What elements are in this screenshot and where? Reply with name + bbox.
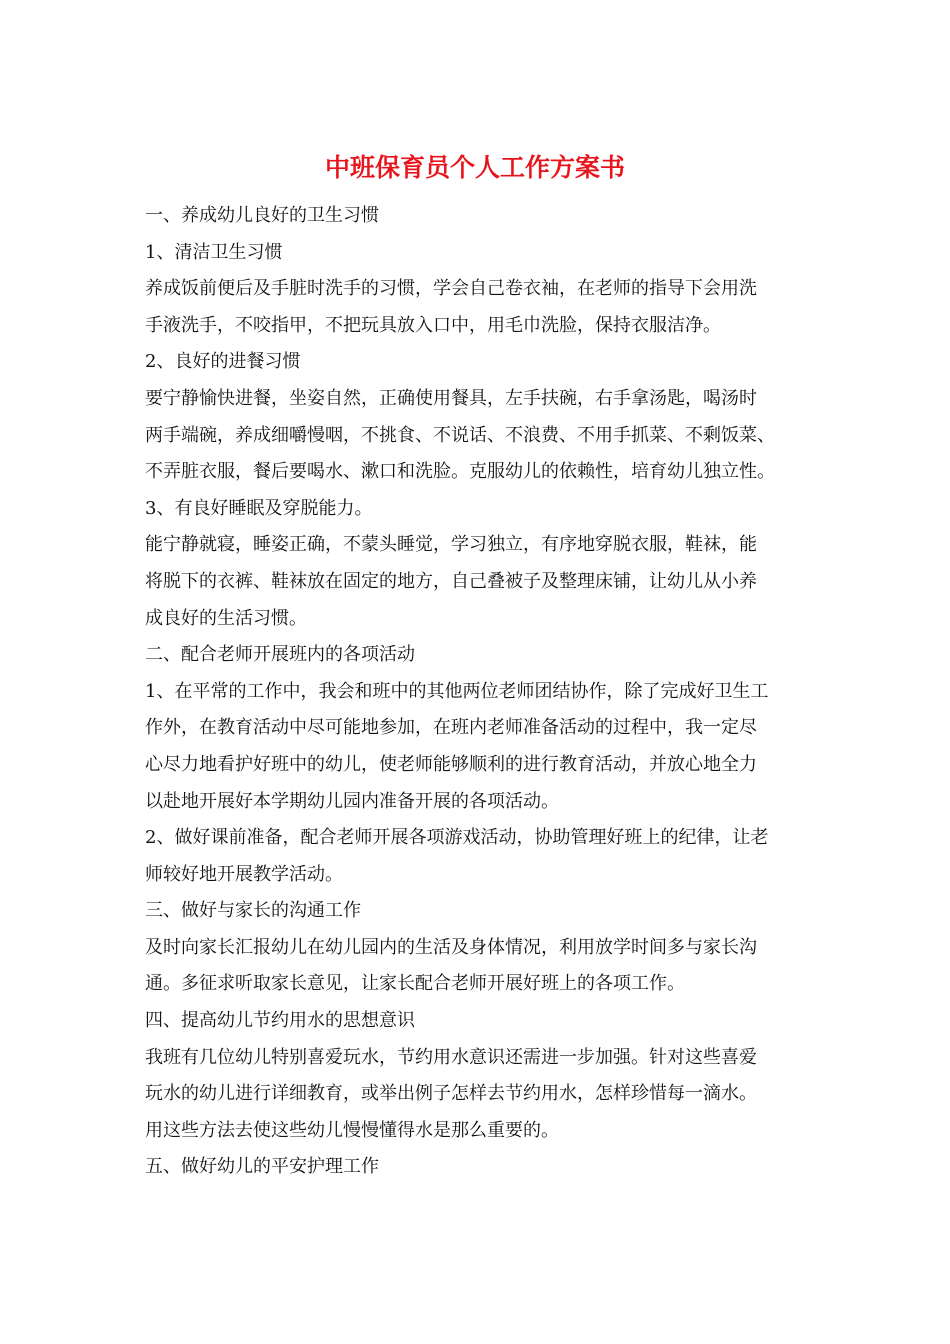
document-body <box>145 198 813 1186</box>
text-line: 3、有良好睡眠及穿脱能力。 <box>145 497 373 519</box>
text-line: 五、做好幼儿的平安护理工作 <box>145 1156 379 1178</box>
text-line: 1、在平常的工作中，我会和班中的其他两位老师团结协作，除了完成好卫生工 <box>145 680 769 702</box>
text-line: 及时向家长汇报幼儿在幼儿园内的生活及身体情况，利用放学时间多与家长沟 <box>145 936 757 958</box>
text-line: 2、做好课前准备，配合老师开展各项游戏活动，协助管理好班上的纪律，让老 <box>145 827 769 849</box>
text-line: 将脱下的衣裤、鞋袜放在固定的地方，自己叠被子及整理床铺，让幼儿从小养 <box>145 570 757 592</box>
text-line: 三、做好与家长的沟通工作 <box>145 900 361 922</box>
text-line: 玩水的幼儿进行详细教育，或举出例子怎样去节约用水，怎样珍惜每一滴水。 <box>145 1083 757 1105</box>
text-line: 两手端碗，养成细嚼慢咽，不挑食、不说话、不浪费、不用手抓菜、不剩饭菜、 <box>145 424 775 446</box>
text-line: 二、配合老师开展班内的各项活动 <box>145 644 415 666</box>
text-line: 能宁静就寝，睡姿正确，不蒙头睡觉，学习独立，有序地穿脱衣服，鞋袜，能 <box>145 534 757 556</box>
text-line: 要宁静愉快进餐，坐姿自然，正确使用餐具，左手扶碗，右手拿汤匙，喝汤时 <box>145 387 757 409</box>
document-title: 中班保育员个人工作方案书 <box>324 153 625 182</box>
text-line: 师较好地开展教学活动。 <box>145 863 343 885</box>
text-line: 一、养成幼儿良好的卫生习惯 <box>145 205 379 226</box>
text-line: 手液洗手，不咬指甲，不把玩具放入口中，用毛巾洗脸，保持衣服洁净。 <box>145 314 721 336</box>
text-line: 以赴地开展好本学期幼儿园内准备开展的各项活动。 <box>145 790 559 812</box>
text-line: 四、提高幼儿节约用水的思想意识 <box>145 1010 415 1032</box>
text-line: 用这些方法去使这些幼儿慢慢懂得水是那么重要的。 <box>145 1119 559 1141</box>
text-line: 通。多征求听取家长意见，让家长配合老师开展好班上的各项工作。 <box>145 973 685 995</box>
text-line: 不弄脏衣服，餐后要喝水、漱口和洗脸。克服幼儿的依赖性，培育幼儿独立性。 <box>145 461 775 483</box>
text-line: 我班有几位幼儿特别喜爱玩水，节约用水意识还需进一步加强。针对这些喜爱 <box>145 1046 757 1068</box>
text-line: 成良好的生活习惯。 <box>145 607 307 629</box>
text-line: 2、良好的进餐习惯 <box>145 351 301 373</box>
text-line: 养成饭前便后及手脏时洗手的习惯，学会自己卷衣袖，在老师的指导下会用洗 <box>145 278 757 300</box>
text-line: 1、清洁卫生习惯 <box>145 241 283 263</box>
text-line: 作外，在教育活动中尽可能地参加，在班内老师准备活动的过程中，我一定尽 <box>145 717 757 739</box>
text-line: 心尽力地看护好班中的幼儿，使老师能够顺利的进行教育活动，并放心地全力 <box>145 753 757 775</box>
